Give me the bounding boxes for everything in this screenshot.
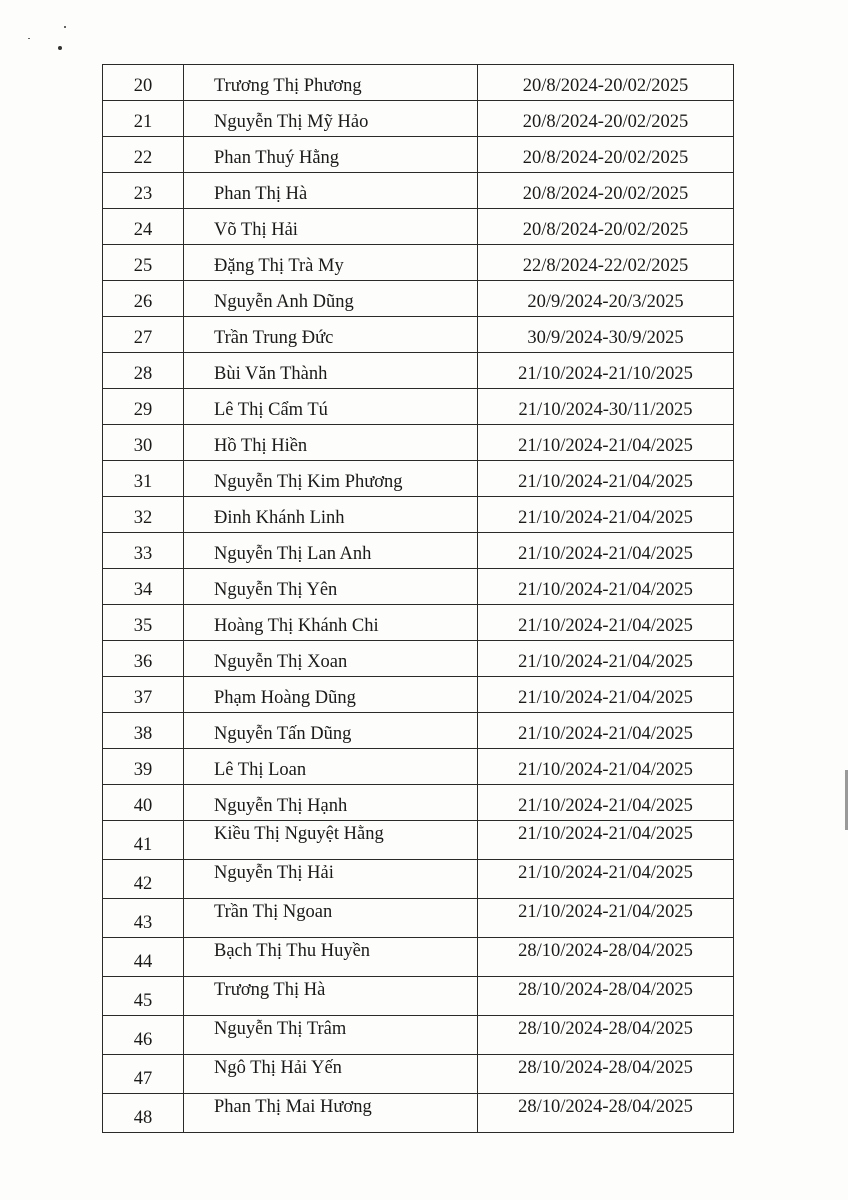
row-number: 32 (103, 497, 184, 533)
employee-name: Ngô Thị Hải Yến (184, 1055, 478, 1094)
table-row (103, 389, 734, 425)
table-row (103, 281, 734, 317)
employee-name: Trương Thị Hà (184, 977, 478, 1016)
employee-name: Trần Thị Ngoan (184, 899, 478, 938)
contract-period: 20/8/2024-20/02/2025 (478, 137, 734, 173)
employee-name: Bùi Văn Thành (184, 353, 478, 389)
row-number: 30 (103, 425, 184, 461)
table-row (103, 713, 734, 749)
table-row (103, 173, 734, 209)
table-row (103, 1055, 734, 1094)
employee-table (102, 64, 734, 1133)
table-row (103, 605, 734, 641)
contract-period: 28/10/2024-28/04/2025 (478, 1016, 734, 1055)
table-row (103, 101, 734, 137)
contract-period: 22/8/2024-22/02/2025 (478, 245, 734, 281)
contract-period: 28/10/2024-28/04/2025 (478, 1094, 734, 1133)
contract-period: 20/8/2024-20/02/2025 (478, 173, 734, 209)
table-row (103, 497, 734, 533)
row-number: 36 (103, 641, 184, 677)
contract-period: 30/9/2024-30/9/2025 (478, 317, 734, 353)
row-number: 23 (103, 173, 184, 209)
employee-name: Nguyễn Thị Kim Phương (184, 461, 478, 497)
contract-period: 21/10/2024-21/04/2025 (478, 821, 734, 860)
table-row (103, 317, 734, 353)
table-row (103, 245, 734, 281)
table-row (103, 938, 734, 977)
employee-name: Nguyễn Thị Trâm (184, 1016, 478, 1055)
contract-period: 28/10/2024-28/04/2025 (478, 977, 734, 1016)
employee-name: Nguyễn Thị Yên (184, 569, 478, 605)
table-row (103, 977, 734, 1016)
row-number: 38 (103, 713, 184, 749)
contract-period: 21/10/2024-21/04/2025 (478, 749, 734, 785)
employee-name: Nguyễn Thị Hạnh (184, 785, 478, 821)
row-number: 24 (103, 209, 184, 245)
table-row (103, 569, 734, 605)
row-number: 33 (103, 533, 184, 569)
employee-name: Đặng Thị Trà My (184, 245, 478, 281)
employee-name: Đinh Khánh Linh (184, 497, 478, 533)
row-number: 43 (103, 899, 184, 938)
row-number: 35 (103, 605, 184, 641)
row-number: 27 (103, 317, 184, 353)
contract-period: 21/10/2024-21/04/2025 (478, 569, 734, 605)
table-row (103, 785, 734, 821)
row-number: 46 (103, 1016, 184, 1055)
table-row (103, 353, 734, 389)
table-row (103, 821, 734, 860)
employee-name: Nguyễn Thị Lan Anh (184, 533, 478, 569)
employee-name: Kiều Thị Nguyệt Hằng (184, 821, 478, 860)
employee-name: Phan Thị Hà (184, 173, 478, 209)
contract-period: 28/10/2024-28/04/2025 (478, 938, 734, 977)
table-row (103, 1016, 734, 1055)
contract-period: 21/10/2024-21/10/2025 (478, 353, 734, 389)
employee-name: Hồ Thị Hiền (184, 425, 478, 461)
row-number: 40 (103, 785, 184, 821)
row-number: 28 (103, 353, 184, 389)
table-row (103, 1094, 734, 1133)
employee-name: Bạch Thị Thu Huyền (184, 938, 478, 977)
table-row (103, 749, 734, 785)
employee-name: Lê Thị Cẩm Tú (184, 389, 478, 425)
row-number: 26 (103, 281, 184, 317)
scan-speck (58, 46, 62, 50)
row-number: 48 (103, 1094, 184, 1133)
contract-period: 21/10/2024-21/04/2025 (478, 533, 734, 569)
row-number: 42 (103, 860, 184, 899)
employee-name: Nguyễn Thị Mỹ Hảo (184, 101, 478, 137)
contract-period: 21/10/2024-21/04/2025 (478, 605, 734, 641)
employee-name: Phan Thị Mai Hương (184, 1094, 478, 1133)
employee-name: Trần Trung Đức (184, 317, 478, 353)
employee-name: Nguyễn Thị Xoan (184, 641, 478, 677)
contract-period: 21/10/2024-21/04/2025 (478, 785, 734, 821)
employee-name: Lê Thị Loan (184, 749, 478, 785)
contract-period: 21/10/2024-21/04/2025 (478, 677, 734, 713)
row-number: 37 (103, 677, 184, 713)
row-number: 31 (103, 461, 184, 497)
row-number: 29 (103, 389, 184, 425)
table-row (103, 209, 734, 245)
employee-table-body (103, 65, 734, 1133)
contract-period: 21/10/2024-21/04/2025 (478, 899, 734, 938)
contract-period: 21/10/2024-21/04/2025 (478, 461, 734, 497)
row-number: 25 (103, 245, 184, 281)
contract-period: 20/9/2024-20/3/2025 (478, 281, 734, 317)
table-row (103, 533, 734, 569)
table-row (103, 641, 734, 677)
employee-name: Nguyễn Thị Hải (184, 860, 478, 899)
row-number: 41 (103, 821, 184, 860)
contract-period: 21/10/2024-21/04/2025 (478, 641, 734, 677)
row-number: 20 (103, 65, 184, 101)
row-number: 39 (103, 749, 184, 785)
employee-name: Phan Thuý Hằng (184, 137, 478, 173)
employee-name: Trương Thị Phương (184, 65, 478, 101)
scan-speck (28, 38, 30, 39)
employee-name: Võ Thị Hải (184, 209, 478, 245)
employee-name: Nguyễn Tấn Dũng (184, 713, 478, 749)
row-number: 44 (103, 938, 184, 977)
row-number: 47 (103, 1055, 184, 1094)
table-row (103, 461, 734, 497)
employee-name: Nguyễn Anh Dũng (184, 281, 478, 317)
employee-name: Hoàng Thị Khánh Chi (184, 605, 478, 641)
table-row (103, 860, 734, 899)
contract-period: 28/10/2024-28/04/2025 (478, 1055, 734, 1094)
table-row (103, 425, 734, 461)
scan-speck (64, 26, 66, 28)
row-number: 45 (103, 977, 184, 1016)
contract-period: 20/8/2024-20/02/2025 (478, 65, 734, 101)
table-row (103, 677, 734, 713)
contract-period: 21/10/2024-21/04/2025 (478, 497, 734, 533)
table-row (103, 899, 734, 938)
contract-period: 20/8/2024-20/02/2025 (478, 101, 734, 137)
row-number: 22 (103, 137, 184, 173)
row-number: 21 (103, 101, 184, 137)
table-row (103, 137, 734, 173)
contract-period: 21/10/2024-21/04/2025 (478, 860, 734, 899)
contract-period: 21/10/2024-21/04/2025 (478, 713, 734, 749)
contract-period: 20/8/2024-20/02/2025 (478, 209, 734, 245)
employee-name: Phạm Hoàng Dũng (184, 677, 478, 713)
table-row (103, 65, 734, 101)
row-number: 34 (103, 569, 184, 605)
contract-period: 21/10/2024-30/11/2025 (478, 389, 734, 425)
contract-period: 21/10/2024-21/04/2025 (478, 425, 734, 461)
